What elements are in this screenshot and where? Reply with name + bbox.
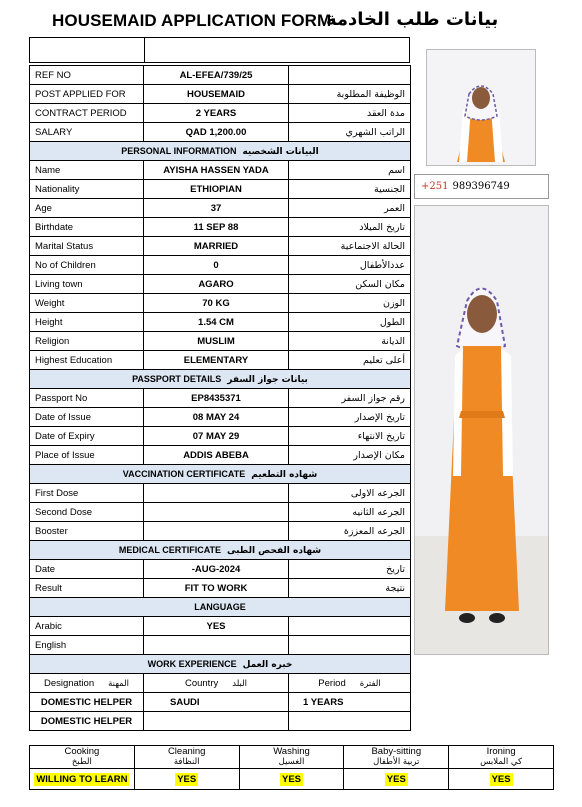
job-info-label-arabic: [289, 66, 411, 85]
work-country: [144, 712, 289, 731]
personal-info-label: Marital Status: [30, 237, 144, 256]
skill-name: Washing: [273, 746, 310, 757]
personal-info-section-title-arabic: البيانات الشخصيه: [242, 146, 319, 157]
passport-info-label-arabic: تاريخ الإصدار: [289, 408, 411, 427]
skill-answer-cell: [134, 769, 239, 790]
vaccination-info-label-arabic: الجرعه الثانيه: [289, 503, 411, 522]
vaccination-section: [30, 465, 411, 484]
personal-info-value: 37: [144, 199, 289, 218]
personal-info-section: [30, 142, 411, 161]
work-header-period-label: Period: [318, 677, 346, 689]
passport-info-row: [30, 389, 411, 408]
vaccination-info-value: [144, 522, 289, 541]
work-header-country-label-arabic: البلد: [232, 678, 248, 689]
language-section-title: LANGUAGE: [194, 602, 246, 612]
passport-section-title-arabic: بيانات جواز السفر: [227, 374, 308, 385]
language-row: [30, 636, 411, 655]
skill-name: Baby-sitting: [371, 746, 422, 757]
medical-section-cell: [30, 541, 411, 560]
job-info-row: [30, 66, 411, 85]
personal-info-value: 70 KG: [144, 294, 289, 313]
personal-info-value: ELEMENTARY: [144, 351, 289, 370]
personal-info-value: AYISHA HASSEN YADA: [144, 161, 289, 180]
personal-info-row: [30, 161, 411, 180]
personal-info-label-arabic: أعلى تعليم: [289, 351, 411, 370]
skill-answer: YES: [386, 773, 406, 785]
personal-info-row: [30, 218, 411, 237]
vaccination-info-label-arabic: الجرعه المعززة: [289, 522, 411, 541]
skill-name-arabic: الغسيل: [278, 757, 305, 767]
skill-name-arabic: الطبخ: [71, 757, 92, 767]
work-header-designation: [30, 674, 144, 693]
personal-info-label-arabic: اسم: [289, 161, 411, 180]
language-name: English: [30, 636, 144, 655]
vaccination-info-label: First Dose: [30, 484, 144, 503]
personal-info-label: Weight: [30, 294, 144, 313]
skills-answer-row: [30, 769, 554, 790]
personal-info-label: Name: [30, 161, 144, 180]
passport-section-title: PASSPORT DETAILS: [132, 373, 222, 384]
header-blank-cell-1: [30, 38, 145, 62]
vaccination-info-label: Booster: [30, 522, 144, 541]
vaccination-section-title-arabic: شهاده التطعيم: [251, 469, 318, 480]
skill-name-arabic: كي الملابس: [480, 757, 523, 767]
personal-info-label: Nationality: [30, 180, 144, 199]
work-experience-section-cell: [30, 655, 411, 674]
job-info-label-arabic: مدة العقد: [289, 104, 411, 123]
passport-info-label-arabic: مكان الإصدار: [289, 446, 411, 465]
skill-answer-cell: [30, 769, 135, 790]
job-info-value: QAD 1,200.00: [144, 123, 289, 142]
medical-info-row: [30, 560, 411, 579]
work-header-period: [289, 674, 411, 693]
language-section-cell: [30, 598, 411, 617]
personal-info-label: Religion: [30, 332, 144, 351]
job-info-label: POST APPLIED FOR: [30, 85, 144, 104]
personal-info-row: [30, 313, 411, 332]
vaccination-info-label: Second Dose: [30, 503, 144, 522]
personal-info-row: [30, 351, 411, 370]
medical-info-label: Date: [30, 560, 144, 579]
personal-info-label-arabic: العمر: [289, 199, 411, 218]
phone-number: [414, 174, 549, 199]
passport-info-label: Date of Expiry: [30, 427, 144, 446]
job-info-value: 2 YEARS: [144, 104, 289, 123]
passport-info-value: ADDIS ABEBA: [144, 446, 289, 465]
skill-name-arabic: تربية الأطفال: [373, 757, 420, 767]
personal-info-row: [30, 256, 411, 275]
passport-section: [30, 370, 411, 389]
vaccination-section-cell: [30, 465, 411, 484]
vaccination-info-row: [30, 484, 411, 503]
work-period: 1 YEARS: [289, 693, 411, 712]
medical-info-value: -AUG-2024: [144, 560, 289, 579]
language-empty: [289, 617, 411, 636]
job-info-value: HOUSEMAID: [144, 85, 289, 104]
skill-name-arabic: النظافة: [173, 757, 200, 767]
skill-answer-cell: [344, 769, 449, 790]
vaccination-info-label-arabic: الجرعه الاولى: [289, 484, 411, 503]
language-value: YES: [144, 617, 289, 636]
personal-info-value: 11 SEP 88: [144, 218, 289, 237]
skill-answer-cell: [239, 769, 344, 790]
personal-info-label: Living town: [30, 275, 144, 294]
personal-info-label: No of Children: [30, 256, 144, 275]
vaccination-info-row: [30, 522, 411, 541]
personal-info-label-arabic: عددالأطفال: [289, 256, 411, 275]
job-info-label: REF NO: [30, 66, 144, 85]
vaccination-info-row: [30, 503, 411, 522]
medical-section-title: MEDICAL CERTIFICATE: [118, 544, 222, 555]
skill-header: [134, 746, 239, 769]
personal-info-section-cell: [30, 142, 411, 161]
vaccination-info-value: [144, 503, 289, 522]
language-value: [144, 636, 289, 655]
work-experience-section: [30, 655, 411, 674]
work-header-country: [144, 674, 289, 693]
passport-info-value: 07 MAY 29: [144, 427, 289, 446]
job-info-row: [30, 104, 411, 123]
language-name: Arabic: [30, 617, 144, 636]
form-title: HOUSEMAID APPLICATION FORM: [52, 11, 332, 30]
skill-header: [344, 746, 449, 769]
medical-info-row: [30, 579, 411, 598]
work-header-designation-label: Designation: [43, 677, 95, 689]
vaccination-section-title: VACCINATION CERTIFICATE: [122, 468, 246, 479]
medical-info-label-arabic: تاريخ: [289, 560, 411, 579]
medical-info-label-arabic: نتيجة: [289, 579, 411, 598]
passport-info-value: EP8435371: [144, 389, 289, 408]
work-period: [289, 712, 411, 731]
personal-info-label-arabic: الجنسية: [289, 180, 411, 199]
passport-info-row: [30, 408, 411, 427]
medical-info-value: FIT TO WORK: [144, 579, 289, 598]
passport-info-row: [30, 446, 411, 465]
skill-answer-cell: [449, 769, 554, 790]
application-table: [29, 65, 411, 731]
skill-header: [239, 746, 344, 769]
skill-name: Ironing: [486, 746, 516, 757]
passport-section-cell: [30, 370, 411, 389]
job-info-label: CONTRACT PERIOD: [30, 104, 144, 123]
phone-country-code: +251: [421, 181, 449, 192]
job-info-label: SALARY: [30, 123, 144, 142]
passport-info-row: [30, 427, 411, 446]
language-row: [30, 617, 411, 636]
skill-answer: WILLING TO LEARN: [36, 773, 128, 785]
personal-info-label-arabic: الديانة: [289, 332, 411, 351]
header-blank-cell-2: [145, 38, 409, 62]
job-info-row: [30, 85, 411, 104]
medical-info-label: Result: [30, 579, 144, 598]
personal-info-value: 1.54 CM: [144, 313, 289, 332]
personal-info-section-title: PERSONAL INFORMATION: [121, 145, 237, 156]
skill-answer: YES: [281, 773, 301, 785]
job-info-label-arabic: الراتب الشهري: [289, 123, 411, 142]
header-blank-box: [29, 37, 410, 63]
work-header-designation-label-arabic: المهنة: [108, 678, 130, 689]
phone-local-number: 989396749: [452, 181, 510, 192]
personal-info-row: [30, 199, 411, 218]
passport-info-label: Passport No: [30, 389, 144, 408]
personal-info-row: [30, 275, 411, 294]
skill-answer: YES: [491, 773, 511, 785]
work-row: [30, 693, 411, 712]
passport-info-label-arabic: تاريخ الانتهاء: [289, 427, 411, 446]
language-section: [30, 598, 411, 617]
work-designation: DOMESTIC HELPER: [30, 712, 144, 731]
form-title-arabic: بيانات طلب الخادمة: [326, 9, 499, 30]
work-header-country-label: Country: [184, 677, 219, 689]
personal-info-row: [30, 180, 411, 199]
skill-answer: YES: [177, 773, 197, 785]
personal-info-label-arabic: الطول: [289, 313, 411, 332]
job-info-row: [30, 123, 411, 142]
personal-info-label-arabic: مكان السكن: [289, 275, 411, 294]
personal-info-label: Birthdate: [30, 218, 144, 237]
vaccination-info-value: [144, 484, 289, 503]
work-row: [30, 712, 411, 731]
skill-header: [30, 746, 135, 769]
work-designation: DOMESTIC HELPER: [30, 693, 144, 712]
language-empty: [289, 636, 411, 655]
skills-table: [29, 745, 554, 790]
personal-info-value: MARRIED: [144, 237, 289, 256]
work-header-row: [30, 674, 411, 693]
personal-info-value: 0: [144, 256, 289, 275]
skill-name: Cleaning: [167, 746, 206, 757]
personal-info-label: Highest Education: [30, 351, 144, 370]
skill-name: Cooking: [64, 746, 100, 757]
personal-info-label-arabic: تاريخ الميلاد: [289, 218, 411, 237]
personal-info-value: AGARO: [144, 275, 289, 294]
personal-info-row: [30, 332, 411, 351]
personal-info-value: ETHIOPIAN: [144, 180, 289, 199]
skills-header-row: [30, 746, 554, 769]
personal-info-label-arabic: الوزن: [289, 294, 411, 313]
personal-info-row: [30, 294, 411, 313]
skill-header: [449, 746, 554, 769]
job-info-value: AL-EFEA/739/25: [144, 66, 289, 85]
passport-info-label: Date of Issue: [30, 408, 144, 427]
personal-info-row: [30, 237, 411, 256]
personal-info-value: MUSLIM: [144, 332, 289, 351]
work-experience-section-title: WORK EXPERIENCE: [147, 658, 237, 669]
personal-info-label: Height: [30, 313, 144, 332]
full-body-photo: [414, 205, 549, 655]
medical-section: [30, 541, 411, 560]
work-country: SAUDI: [144, 693, 289, 712]
work-experience-section-title-arabic: خبره العمل: [242, 659, 293, 670]
passport-info-label-arabic: رقم جواز السفر: [289, 389, 411, 408]
personal-info-label: Age: [30, 199, 144, 218]
portrait-photo: [426, 49, 536, 166]
medical-section-title-arabic: شهاده الفحص الطبى: [227, 545, 322, 556]
passport-info-value: 08 MAY 24: [144, 408, 289, 427]
personal-info-label-arabic: الحالة الاجتماعية: [289, 237, 411, 256]
passport-info-label: Place of Issue: [30, 446, 144, 465]
job-info-label-arabic: الوظيفة المطلوبة: [289, 85, 411, 104]
work-header-period-label-arabic: الفترة: [359, 678, 381, 689]
